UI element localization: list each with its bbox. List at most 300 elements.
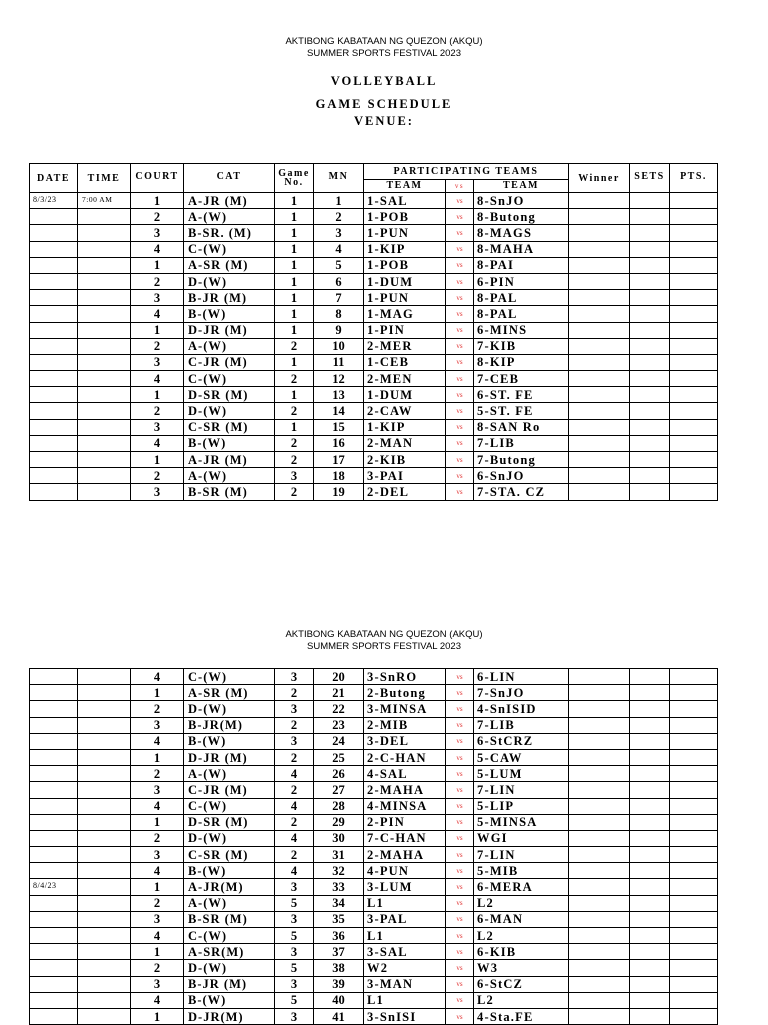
team2-cell: 7-KIB (474, 338, 569, 354)
team1-cell: 2-MIB (364, 717, 446, 733)
time-cell (78, 468, 131, 484)
table-row (30, 992, 718, 1008)
team1-cell: L1 (364, 992, 446, 1008)
table-row (30, 733, 718, 749)
vs-cell: vs (446, 1008, 474, 1024)
winner-cell (569, 371, 630, 387)
team2-cell: 8-PAL (474, 290, 569, 306)
team1-cell: 3-SnRO (364, 669, 446, 685)
vs-cell: vs (446, 830, 474, 846)
vs-cell: vs (446, 306, 474, 322)
date-cell (30, 928, 78, 944)
time-cell (78, 976, 131, 992)
sets-cell (630, 257, 670, 273)
sets-cell (630, 863, 670, 879)
sets-cell (630, 290, 670, 306)
match-no-cell: 10 (314, 338, 364, 354)
team2-cell: L2 (474, 928, 569, 944)
sets-cell (630, 387, 670, 403)
game-no-cell: 2 (275, 847, 314, 863)
table-row (30, 685, 718, 701)
team2-cell: 4-Sta.FE (474, 1008, 569, 1024)
vs-cell: vs (446, 225, 474, 241)
category-cell: B-SR. (M) (184, 225, 275, 241)
vs-cell: vs (446, 701, 474, 717)
date-cell (30, 338, 78, 354)
game-no-cell: 1 (275, 322, 314, 338)
team1-cell: 4-SAL (364, 766, 446, 782)
sets-cell (630, 782, 670, 798)
date-cell (30, 992, 78, 1008)
match-no-cell: 38 (314, 960, 364, 976)
winner-cell (569, 895, 630, 911)
time-cell (78, 371, 131, 387)
team1-cell: 3-MINSA (364, 701, 446, 717)
pts-cell (670, 225, 718, 241)
table-row (30, 814, 718, 830)
winner-cell (569, 225, 630, 241)
table-row (30, 976, 718, 992)
category-cell: A-JR (M) (184, 452, 275, 468)
court-cell: 2 (131, 830, 184, 846)
game-no-cell: 1 (275, 273, 314, 289)
court-cell: 2 (131, 701, 184, 717)
game-no-cell: 3 (275, 669, 314, 685)
table-row (30, 960, 718, 976)
table-row (30, 766, 718, 782)
time-cell (78, 403, 131, 419)
match-no-cell: 3 (314, 225, 364, 241)
team1-cell: W2 (364, 960, 446, 976)
vs-cell: vs (446, 419, 474, 435)
vs-cell: vs (446, 733, 474, 749)
winner-cell (569, 257, 630, 273)
sets-cell (630, 403, 670, 419)
date-cell (30, 944, 78, 960)
pts-cell (670, 798, 718, 814)
match-no-cell: 18 (314, 468, 364, 484)
team1-cell: 1-KIP (364, 241, 446, 257)
winner-cell (569, 717, 630, 733)
time-cell (78, 766, 131, 782)
sets-cell (630, 452, 670, 468)
category-cell: D-JR (M) (184, 749, 275, 765)
pts-cell (670, 749, 718, 765)
pts-cell (670, 387, 718, 403)
team2-cell: 5-LIP (474, 798, 569, 814)
time-cell (78, 1008, 131, 1024)
court-cell: 1 (131, 193, 184, 209)
sets-cell (630, 895, 670, 911)
vs-cell: vs (446, 814, 474, 830)
time-cell (78, 225, 131, 241)
time-cell (78, 895, 131, 911)
team2-cell: 8-MAHA (474, 241, 569, 257)
vs-cell: vs (446, 766, 474, 782)
team2-cell: 5-ST. FE (474, 403, 569, 419)
sport-title: VOLLEYBALL (330, 74, 438, 88)
court-cell: 2 (131, 766, 184, 782)
sets-cell (630, 733, 670, 749)
sets-cell (630, 193, 670, 209)
time-cell (78, 322, 131, 338)
winner-cell (569, 322, 630, 338)
match-no-cell: 31 (314, 847, 364, 863)
winner-cell (569, 733, 630, 749)
category-cell: A-(W) (184, 895, 275, 911)
schedule-title: GAME SCHEDULE (315, 97, 453, 111)
team2-cell: 5-LUM (474, 766, 569, 782)
pts-cell (670, 193, 718, 209)
date-cell (30, 209, 78, 225)
team2-cell: 7-LIB (474, 717, 569, 733)
time-cell (78, 209, 131, 225)
team2-cell: 6-KIB (474, 944, 569, 960)
winner-cell (569, 241, 630, 257)
sets-cell (630, 928, 670, 944)
game-no-cell: 4 (275, 766, 314, 782)
game-no-cell: 3 (275, 976, 314, 992)
winner-cell (569, 879, 630, 895)
team2-cell: 6-MINS (474, 322, 569, 338)
game-no-cell: 1 (275, 193, 314, 209)
date-cell (30, 322, 78, 338)
date-cell (30, 290, 78, 306)
date-cell (30, 733, 78, 749)
winner-cell (569, 435, 630, 451)
date-cell (30, 273, 78, 289)
sets-cell (630, 306, 670, 322)
winner-cell (569, 814, 630, 830)
winner-cell (569, 419, 630, 435)
court-cell: 1 (131, 387, 184, 403)
match-no-cell: 16 (314, 435, 364, 451)
category-cell: D-SR (M) (184, 387, 275, 403)
date-cell (30, 225, 78, 241)
pts-cell (670, 911, 718, 927)
sets-cell (630, 701, 670, 717)
pts-cell (670, 468, 718, 484)
time-cell (78, 435, 131, 451)
team2-cell: 7-LIN (474, 847, 569, 863)
date-cell: 8/4/23 (30, 879, 78, 895)
table-row (30, 435, 718, 451)
col-team: TEAM (364, 180, 446, 193)
court-cell: 1 (131, 879, 184, 895)
team1-cell: 2-C-HAN (364, 749, 446, 765)
game-no-cell: 2 (275, 371, 314, 387)
team1-cell: 2-PIN (364, 814, 446, 830)
table-row (30, 717, 718, 733)
match-no-cell: 30 (314, 830, 364, 846)
date-cell (30, 419, 78, 435)
game-no-cell: 1 (275, 306, 314, 322)
category-cell: B-JR(M) (184, 717, 275, 733)
court-cell: 3 (131, 484, 184, 500)
sets-cell (630, 338, 670, 354)
pts-cell (670, 879, 718, 895)
table-row (30, 701, 718, 717)
team2-cell: L2 (474, 992, 569, 1008)
time-cell (78, 879, 131, 895)
category-cell: B-(W) (184, 733, 275, 749)
match-no-cell: 28 (314, 798, 364, 814)
vs-cell: vs (446, 452, 474, 468)
team2-cell: 5-MIB (474, 863, 569, 879)
winner-cell (569, 992, 630, 1008)
court-cell: 4 (131, 863, 184, 879)
sets-cell (630, 273, 670, 289)
category-cell: B-JR (M) (184, 976, 275, 992)
team1-cell: 3-SnISI (364, 1008, 446, 1024)
team2-cell: 7-CEB (474, 371, 569, 387)
table-row (30, 225, 718, 241)
category-cell: B-(W) (184, 306, 275, 322)
col-sets: SETS (630, 164, 670, 193)
winner-cell (569, 749, 630, 765)
team2-cell: 7-Butong (474, 452, 569, 468)
court-cell: 4 (131, 928, 184, 944)
pts-cell (670, 338, 718, 354)
game-no-cell: 1 (275, 387, 314, 403)
game-no-cell: 5 (275, 895, 314, 911)
date-cell (30, 452, 78, 468)
vs-cell: vs (446, 847, 474, 863)
sets-cell (630, 484, 670, 500)
team2-cell: 5-CAW (474, 749, 569, 765)
court-cell: 1 (131, 257, 184, 273)
vs-cell: vs (446, 209, 474, 225)
team2-cell: WGI (474, 830, 569, 846)
court-cell: 2 (131, 960, 184, 976)
winner-cell (569, 273, 630, 289)
pts-cell (670, 782, 718, 798)
match-no-cell: 23 (314, 717, 364, 733)
team1-cell: 2-CAW (364, 403, 446, 419)
category-cell: C-(W) (184, 241, 275, 257)
team1-cell: 1-DUM (364, 387, 446, 403)
team2-cell: 6-MERA (474, 879, 569, 895)
category-cell: C-(W) (184, 928, 275, 944)
match-no-cell: 36 (314, 928, 364, 944)
festival-name: SUMMER SPORTS FESTIVAL 2023 (307, 48, 461, 59)
table-row (30, 273, 718, 289)
match-no-cell: 24 (314, 733, 364, 749)
team2-cell: 6-StCZ (474, 976, 569, 992)
match-no-cell: 25 (314, 749, 364, 765)
sets-cell (630, 241, 670, 257)
court-cell: 1 (131, 749, 184, 765)
team1-cell: 1-DUM (364, 273, 446, 289)
pts-cell (670, 814, 718, 830)
winner-cell (569, 1008, 630, 1024)
team1-cell: 3-PAL (364, 911, 446, 927)
time-cell (78, 717, 131, 733)
category-cell: C-(W) (184, 669, 275, 685)
team1-cell: 4-MINSA (364, 798, 446, 814)
team2-cell: W3 (474, 960, 569, 976)
date-cell (30, 669, 78, 685)
game-no-cell: 3 (275, 879, 314, 895)
team1-cell: 3-SAL (364, 944, 446, 960)
table-row (30, 387, 718, 403)
table-row (30, 468, 718, 484)
match-no-cell: 35 (314, 911, 364, 927)
category-cell: B-(W) (184, 863, 275, 879)
match-no-cell: 33 (314, 879, 364, 895)
category-cell: D-(W) (184, 273, 275, 289)
table-row (30, 241, 718, 257)
sets-cell (630, 685, 670, 701)
date-cell (30, 387, 78, 403)
pts-cell (670, 701, 718, 717)
date-cell (30, 403, 78, 419)
sets-cell (630, 1008, 670, 1024)
match-no-cell: 8 (314, 306, 364, 322)
court-cell: 1 (131, 322, 184, 338)
pts-cell (670, 928, 718, 944)
col-cat: CAT (184, 164, 275, 193)
col-mn: MN (314, 164, 364, 193)
match-no-cell: 1 (314, 193, 364, 209)
team2-cell: 6-SnJO (474, 468, 569, 484)
category-cell: C-JR (M) (184, 354, 275, 370)
category-cell: A-JR (M) (184, 193, 275, 209)
sets-cell (630, 209, 670, 225)
category-cell: B-(W) (184, 435, 275, 451)
match-no-cell: 17 (314, 452, 364, 468)
court-cell: 4 (131, 435, 184, 451)
team2-cell: 7-LIB (474, 435, 569, 451)
winner-cell (569, 452, 630, 468)
winner-cell (569, 484, 630, 500)
pts-cell (670, 895, 718, 911)
game-no-cell: 1 (275, 257, 314, 273)
table-row (30, 354, 718, 370)
winner-cell (569, 928, 630, 944)
pts-cell (670, 685, 718, 701)
court-cell: 3 (131, 225, 184, 241)
court-cell: 3 (131, 782, 184, 798)
time-cell (78, 484, 131, 500)
vs-cell: vs (446, 468, 474, 484)
winner-cell (569, 306, 630, 322)
date-cell (30, 484, 78, 500)
date-cell (30, 960, 78, 976)
pts-cell (670, 306, 718, 322)
col-game-no: Game No. (275, 164, 314, 193)
time-cell (78, 798, 131, 814)
team2-cell: 6-MAN (474, 911, 569, 927)
festival-name-page2: SUMMER SPORTS FESTIVAL 2023 (307, 641, 461, 652)
date-cell (30, 830, 78, 846)
team1-cell: 2-Butong (364, 685, 446, 701)
time-cell (78, 306, 131, 322)
game-no-cell: 3 (275, 701, 314, 717)
date-cell (30, 766, 78, 782)
pts-cell (670, 717, 718, 733)
winner-cell (569, 766, 630, 782)
match-no-cell: 2 (314, 209, 364, 225)
court-cell: 2 (131, 273, 184, 289)
team2-cell: L2 (474, 895, 569, 911)
game-no-cell: 1 (275, 290, 314, 306)
team2-cell: 7-STA. CZ (474, 484, 569, 500)
vs-cell: vs (446, 484, 474, 500)
court-cell: 4 (131, 798, 184, 814)
vs-cell: vs (446, 944, 474, 960)
winner-cell (569, 911, 630, 927)
game-no-cell: 1 (275, 209, 314, 225)
game-no-cell: 2 (275, 338, 314, 354)
vs-cell: vs (446, 685, 474, 701)
winner-cell (569, 290, 630, 306)
team1-cell: 1-CEB (364, 354, 446, 370)
sets-cell (630, 435, 670, 451)
date-cell (30, 468, 78, 484)
game-no-cell: 2 (275, 403, 314, 419)
vs-cell: vs (446, 798, 474, 814)
col-pts: PTS. (670, 164, 718, 193)
category-cell: D-(W) (184, 960, 275, 976)
court-cell: 2 (131, 338, 184, 354)
sets-cell (630, 322, 670, 338)
court-cell: 1 (131, 944, 184, 960)
team1-cell: 1-KIP (364, 419, 446, 435)
match-no-cell: 4 (314, 241, 364, 257)
vs-cell: vs (446, 717, 474, 733)
court-cell: 3 (131, 847, 184, 863)
time-cell (78, 960, 131, 976)
team1-cell: 3-PAI (364, 468, 446, 484)
court-cell: 2 (131, 468, 184, 484)
game-no-cell: 1 (275, 225, 314, 241)
category-cell: B-SR (M) (184, 484, 275, 500)
pts-cell (670, 452, 718, 468)
table-row (30, 322, 718, 338)
winner-cell (569, 354, 630, 370)
sets-cell (630, 944, 670, 960)
game-no-cell: 2 (275, 452, 314, 468)
date-cell: 8/3/23 (30, 193, 78, 209)
sets-cell (630, 879, 670, 895)
pts-cell (670, 847, 718, 863)
vs-cell: vs (446, 669, 474, 685)
vs-cell: vs (446, 911, 474, 927)
time-cell (78, 814, 131, 830)
court-cell: 4 (131, 241, 184, 257)
table-row (30, 484, 718, 500)
vs-cell: vs (446, 371, 474, 387)
sets-cell (630, 669, 670, 685)
schedule-rows-1 (30, 193, 718, 501)
game-no-cell: 4 (275, 830, 314, 846)
match-no-cell: 19 (314, 484, 364, 500)
sets-cell (630, 814, 670, 830)
team2-cell: 6-LIN (474, 669, 569, 685)
pts-cell (670, 944, 718, 960)
match-no-cell: 27 (314, 782, 364, 798)
pts-cell (670, 976, 718, 992)
pts-cell (670, 209, 718, 225)
team2-cell: 7-SnJO (474, 685, 569, 701)
court-cell: 3 (131, 911, 184, 927)
table-row (30, 782, 718, 798)
team1-cell: 2-MAHA (364, 847, 446, 863)
time-cell (78, 928, 131, 944)
match-no-cell: 12 (314, 371, 364, 387)
sets-cell (630, 830, 670, 846)
